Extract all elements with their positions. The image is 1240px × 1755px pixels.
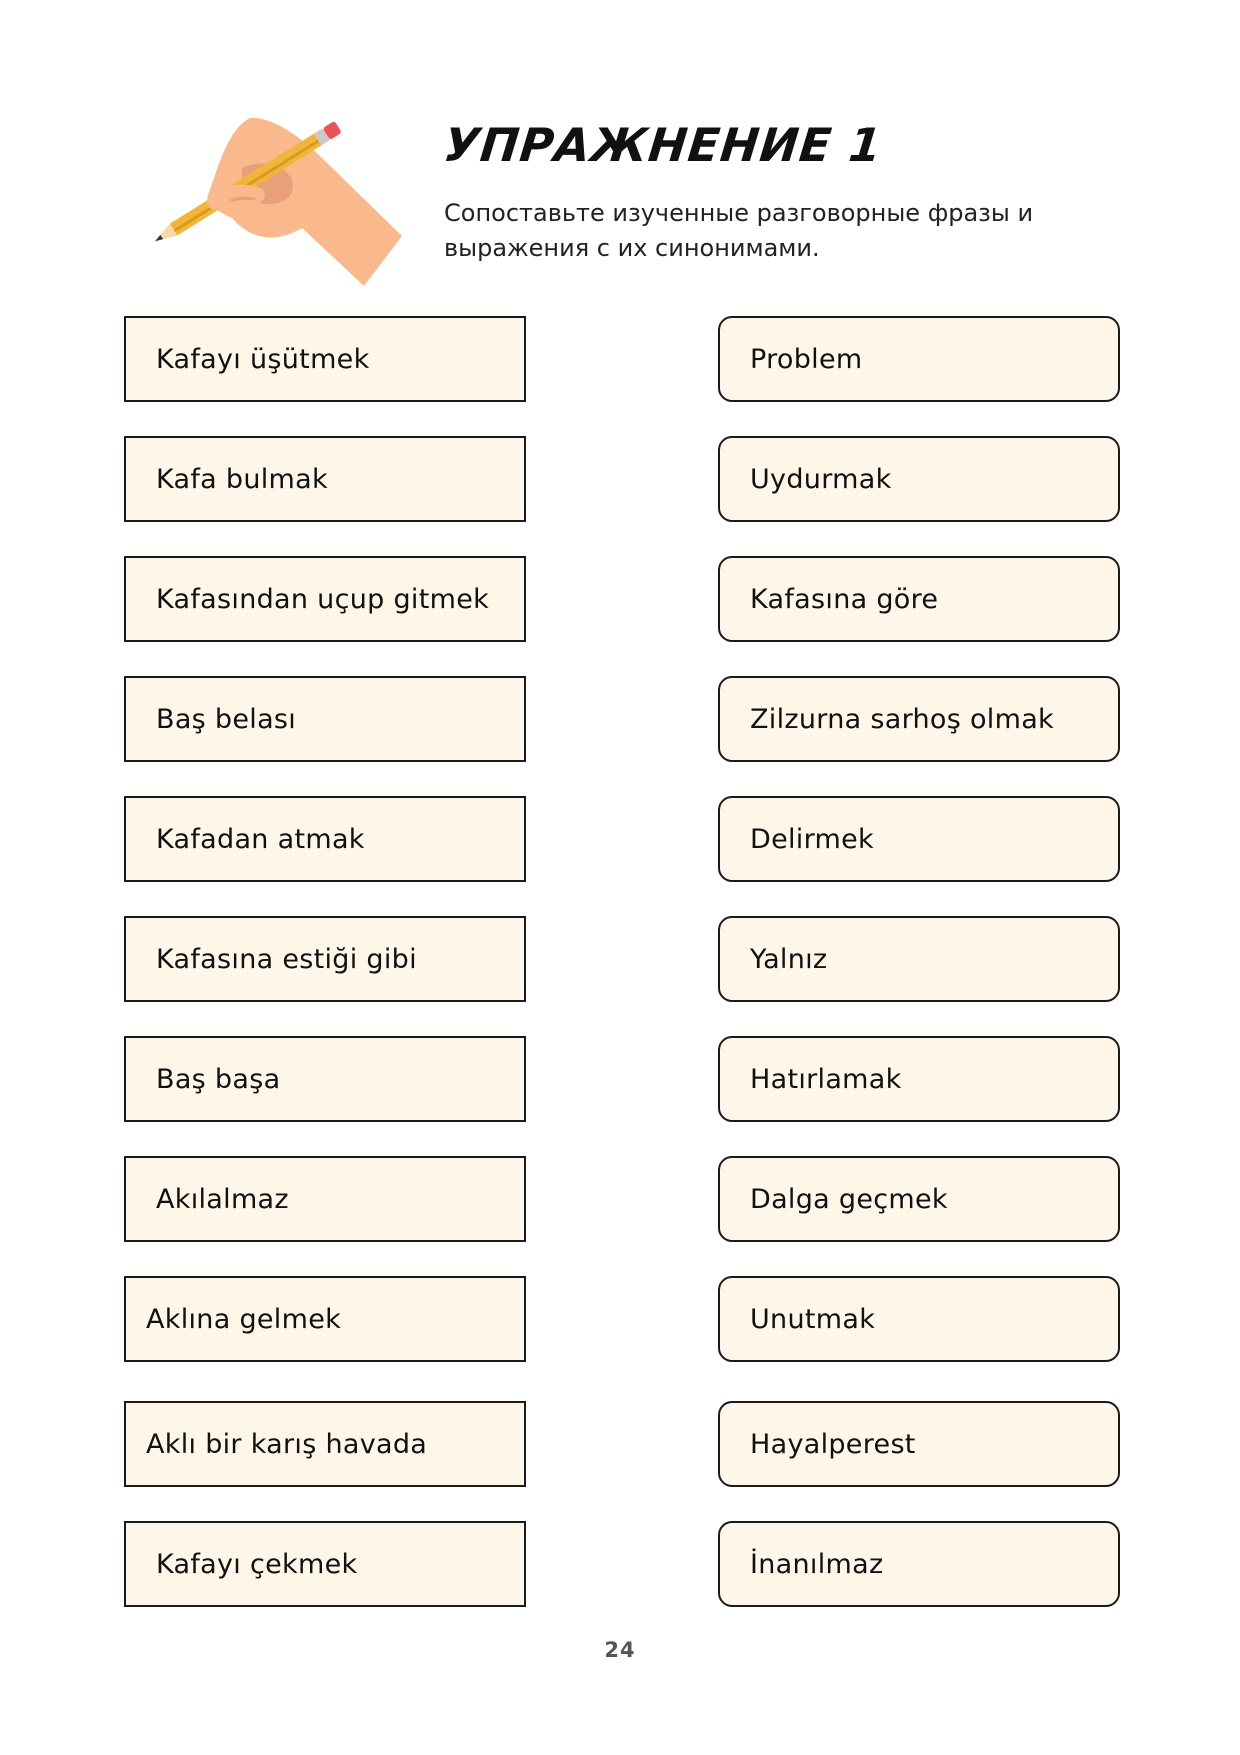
synonym-card[interactable]: Unutmak (718, 1276, 1120, 1362)
thumb-crease (232, 198, 254, 200)
phrase-card[interactable]: Kafadan atmak (124, 796, 526, 882)
hand-writing-with-pencil-icon (152, 118, 402, 288)
phrase-card[interactable]: Kafayı çekmek (124, 1521, 526, 1607)
instructions-line-1: Сопоставьте изученные разговорные фразы и (444, 199, 1034, 227)
phrase-card[interactable]: Kafa bulmak (124, 436, 526, 522)
page-number: 24 (604, 1638, 636, 1662)
phrase-card[interactable]: Aklı bir karış havada (124, 1401, 526, 1487)
phrase-card[interactable]: Baş başa (124, 1036, 526, 1122)
synonym-card[interactable]: Yalnız (718, 916, 1120, 1002)
phrase-card[interactable]: Kafayı üşütmek (124, 316, 526, 402)
phrase-card[interactable]: Kafasından uçup gitmek (124, 556, 526, 642)
exercise-instructions (444, 196, 1144, 266)
synonym-card[interactable]: Problem (718, 316, 1120, 402)
phrase-card[interactable]: Aklına gelmek (124, 1276, 526, 1362)
instructions-line-2: выражения с их синонимами. (444, 234, 820, 262)
phrase-card[interactable]: Akılalmaz (124, 1156, 526, 1242)
phrase-card[interactable]: Baş belası (124, 676, 526, 762)
synonym-card[interactable]: Hatırlamak (718, 1036, 1120, 1122)
phrase-card[interactable]: Kafasına estiği gibi (124, 916, 526, 1002)
synonym-card[interactable]: Zilzurna sarhoş olmak (718, 676, 1120, 762)
synonym-card[interactable]: Uydurmak (718, 436, 1120, 522)
synonym-card[interactable]: Dalga geçmek (718, 1156, 1120, 1242)
synonym-card[interactable]: Hayalperest (718, 1401, 1120, 1487)
synonym-card[interactable]: Delirmek (718, 796, 1120, 882)
page-title: УПРАЖНЕНИЕ 1 (441, 118, 885, 172)
synonym-card[interactable]: İnanılmaz (718, 1521, 1120, 1607)
synonym-card[interactable]: Kafasına göre (718, 556, 1120, 642)
